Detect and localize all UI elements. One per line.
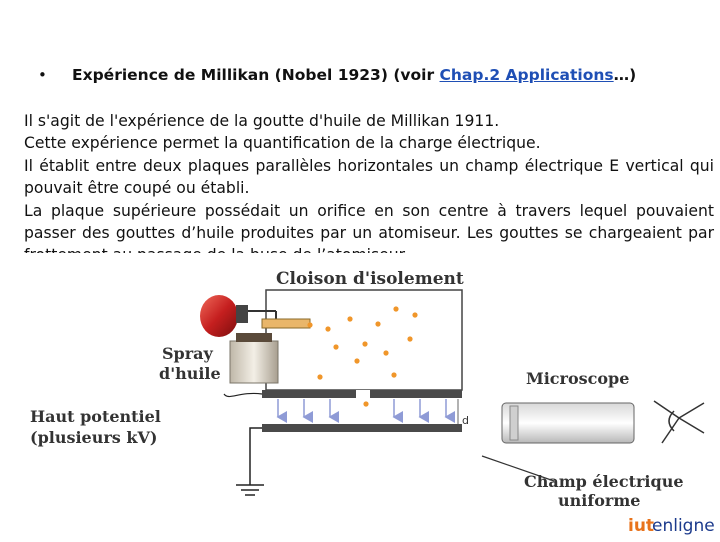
- description-paragraph: [24, 110, 714, 267]
- field-arrows: [278, 399, 446, 417]
- spray-label-1: Spray: [162, 344, 213, 363]
- spray-label-2: d'huile: [159, 364, 221, 383]
- paragraph-line: Il s'agit de l'expérience de la goutte d'huile de Millikan 1911.: [24, 112, 500, 130]
- potential-label-1: Haut potentiel: [30, 407, 161, 426]
- field-label-2: uniforme: [558, 491, 641, 510]
- ground-wire: [250, 428, 262, 485]
- heading-suffix: …): [613, 66, 637, 84]
- paragraph-line: La plaque supérieure possédait un orifice en son centre à travers lequel pouvaient: [24, 201, 714, 220]
- microscope-label: Microscope: [526, 369, 630, 388]
- paragraph-line: pouvait être coupé ou établi.: [24, 179, 250, 198]
- chamber-wall: [266, 290, 462, 390]
- heading-text: Expérience de Millikan (Nobel 1923) (voir: [72, 66, 440, 84]
- paragraph-line: passer des gouttes d’huile produites par un atomiseur. Les gouttes se chargeaient par: [24, 224, 714, 243]
- paragraph-line: Cette expérience permet la quantification de la charge électrique.: [24, 134, 541, 153]
- paragraph-line: Il établit entre deux plaques parallèles horizontales un champ électrique E vertical qui: [24, 156, 714, 175]
- bullet-heading: [72, 66, 636, 84]
- chapter-link[interactable]: Chap.2 Applications: [439, 66, 614, 84]
- microscope-tube: [502, 403, 634, 443]
- chamber-title: Cloison d'isolement: [276, 269, 464, 289]
- field-pointer: [482, 456, 554, 481]
- logo-text-enligne: enligne: [652, 516, 715, 536]
- lower-plate: [262, 424, 462, 432]
- millikan-diagram: [14, 253, 718, 516]
- spray-bulb: [200, 295, 238, 337]
- logo-text-iut: iut: [628, 516, 655, 536]
- gap-label: d: [462, 414, 469, 427]
- potential-label-2: (plusieurs kV): [30, 428, 158, 447]
- spray-neck: [236, 305, 248, 323]
- field-label-1: Champ électrique: [524, 472, 684, 491]
- bullet-point: •: [38, 66, 47, 84]
- spray-nozzle: [262, 319, 310, 328]
- iutenligne-logo: [624, 510, 716, 538]
- oil-jar: [230, 341, 278, 383]
- eye-icon: [654, 401, 704, 443]
- hv-wire: [224, 393, 262, 396]
